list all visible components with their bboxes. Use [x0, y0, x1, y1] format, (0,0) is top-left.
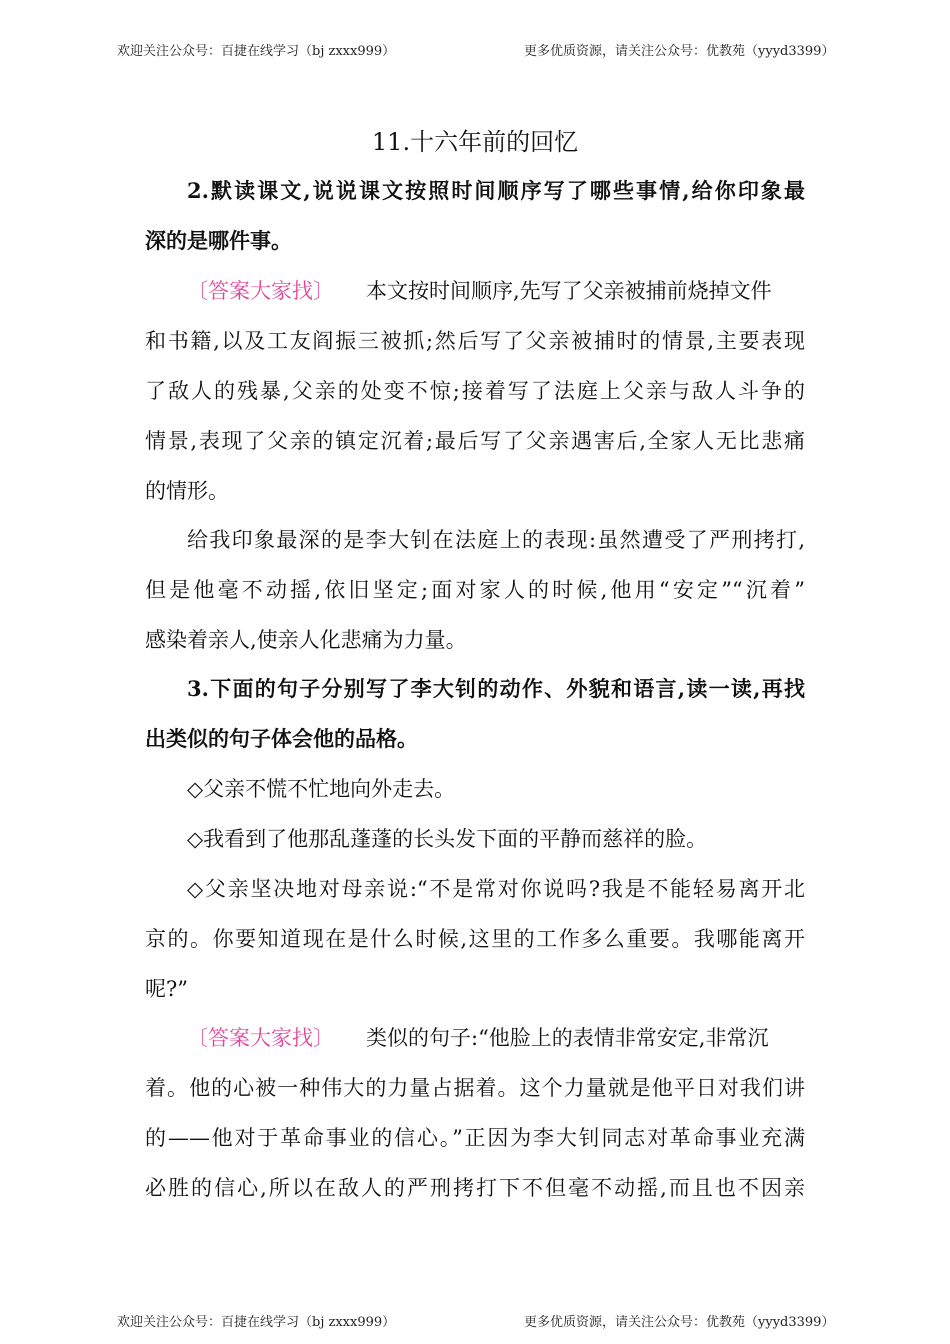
answer-2-first-line — [145, 266, 805, 316]
footer-left-text: 欢迎关注公众号：百捷在线学习（bj zxxx999） — [117, 1315, 396, 1330]
sentence-action: ◇父亲不慌不忙地向外走去。 — [187, 777, 456, 801]
sentence-speech-line: 呢?” — [145, 977, 188, 1001]
header-right-text: 更多优质资源，请关注公众号：优教苑（yyyd3399） — [524, 44, 835, 59]
answer-2-line: 了敌人的残暴,父亲的处变不惊;接着写了法庭上父亲与敌人斗争的 — [145, 379, 805, 403]
answer-tag: 〔答案大家找〕 — [187, 279, 334, 303]
sentence-speech-line: 京的。你要知道现在是什么时候,这里的工作多么重要。我哪能离开 — [145, 927, 805, 951]
impression-line: 给我印象最深的是李大钊在法庭上的表现:虽然遭受了严刑拷打, — [187, 528, 805, 552]
header-left-text: 欢迎关注公众号：百捷在线学习（bj zxxx999） — [117, 44, 396, 59]
answer-3-text: 类似的句子:“他脸上的表情非常安定,非常沉 — [366, 1026, 769, 1050]
question-2-line: 2.默读课文,说说课文按照时间顺序写了哪些事情,给你印象最 — [187, 178, 805, 203]
answer-2 — [145, 266, 805, 516]
answer-3 — [145, 1013, 805, 1213]
answer-2-text: 本文按时间顺序,先写了父亲被捕前烧掉文件 — [366, 279, 772, 303]
question-2 — [145, 166, 805, 266]
answer-3-line: 的——他对于革命事业的信心。”正因为李大钊同志对革命事业充满 — [145, 1126, 805, 1150]
page-title: 11.十六年前的回忆 — [371, 128, 579, 156]
answer-3-line: 必胜的信心,所以在敌人的严刑拷打下不但毫不动摇,而且也不因亲 — [145, 1176, 805, 1200]
sentence-appearance: ◇我看到了他那乱蓬蓬的长头发下面的平静而慈祥的脸。 — [187, 827, 708, 851]
answer-2-line: 的情形。 — [145, 479, 229, 503]
answer-2-impression — [145, 515, 805, 665]
impression-line: 感染着亲人,使亲人化悲痛为力量。 — [145, 628, 467, 652]
sentence-speech-line: ◇父亲坚决地对母亲说:“不是常对你说吗?我是不能轻易离开北 — [187, 877, 805, 901]
answer-2-line: 和书籍,以及工友阎振三被抓;然后写了父亲被捕时的情景,主要表现 — [145, 329, 805, 353]
answer-2-line: 情景,表现了父亲的镇定沉着;最后写了父亲遇害后,全家人无比悲痛 — [145, 429, 805, 453]
footer-right-text: 更多优质资源，请关注公众号：优教苑（yyyd3399） — [524, 1315, 835, 1330]
question-2-line: 深的是哪件事。 — [145, 228, 292, 253]
question-3-line: 3.下面的句子分别写了李大钊的动作、外貌和语言,读一读,再找 — [187, 676, 805, 701]
answer-3-first-line — [145, 1013, 805, 1063]
question-3-line: 出类似的句子体会他的品格。 — [145, 726, 418, 751]
answer-3-line: 着。他的心被一种伟大的力量占据着。这个力量就是他平日对我们讲 — [145, 1076, 805, 1100]
impression-line: 但是他毫不动摇,依旧坚定;面对家人的时候,他用“安定”“沉着” — [145, 578, 805, 602]
answer-tag: 〔答案大家找〕 — [187, 1026, 334, 1050]
sentence-list — [145, 764, 805, 1014]
question-3 — [145, 664, 805, 764]
